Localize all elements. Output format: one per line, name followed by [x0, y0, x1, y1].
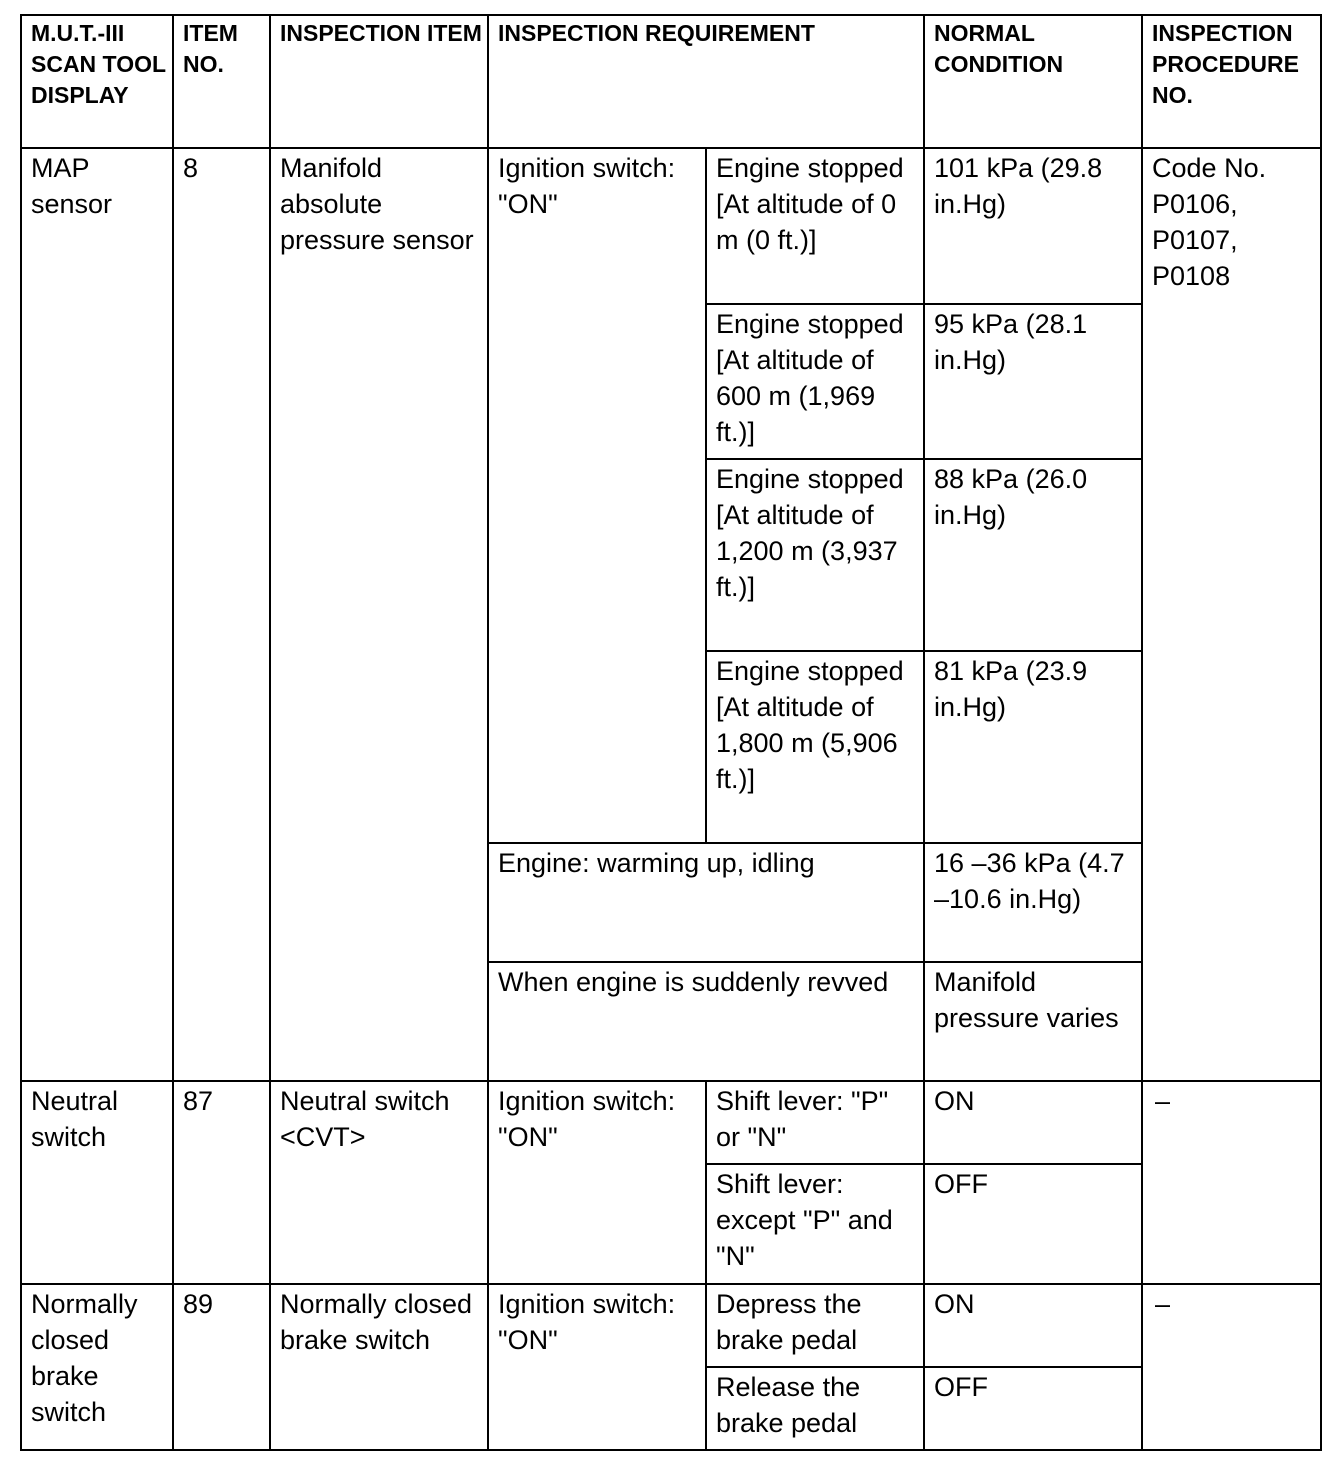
header-procedure-no: INSPECTION PROCEDURE NO.: [1142, 15, 1321, 148]
header-row: [21, 15, 1321, 148]
map-requirement: Ignition switch: "ON": [488, 148, 706, 843]
map-condition: Engine stopped [At altitude of 0 m (0 ft.)]: [706, 148, 924, 304]
brake-normal: ON: [924, 1284, 1142, 1367]
map-idle-requirement: Engine: warming up, idling: [488, 843, 924, 962]
neutral-requirement: Ignition switch: "ON": [488, 1081, 706, 1284]
neutral-normal: OFF: [924, 1164, 1142, 1284]
map-condition: Engine stopped [At altitude of 600 m (1,969 ft.)]: [706, 304, 924, 459]
map-idle-normal: 16 –36 kPa (4.7 –10.6 in.Hg): [924, 843, 1142, 962]
map-normal: 95 kPa (28.1 in.Hg): [924, 304, 1142, 459]
map-normal: 88 kPa (26.0 in.Hg): [924, 459, 1142, 651]
map-item-no: 8: [173, 148, 270, 1081]
brake-requirement: Ignition switch: "ON": [488, 1284, 706, 1450]
header-inspection-item: INSPECTION ITEM: [270, 15, 488, 148]
brake-procedure: –: [1142, 1284, 1321, 1450]
table-row: [21, 1081, 1321, 1164]
map-procedure: Code No. P0106, P0107, P0108: [1142, 148, 1321, 1081]
table-row: [21, 148, 1321, 304]
brake-condition: Release the brake pedal: [706, 1367, 924, 1450]
neutral-condition: Shift lever: "P" or "N": [706, 1081, 924, 1164]
map-revved-requirement: When engine is suddenly revved: [488, 962, 924, 1081]
map-display: MAP sensor: [21, 148, 173, 1081]
header-normal-condition: NORMAL CONDITION: [924, 15, 1142, 148]
header-item-no: ITEM NO.: [173, 15, 270, 148]
header-scan-tool-display: M.U.T.-III SCAN TOOL DISPLAY: [21, 15, 173, 148]
neutral-normal: ON: [924, 1081, 1142, 1164]
neutral-procedure: –: [1142, 1081, 1321, 1284]
neutral-condition: Shift lever: except "P" and "N": [706, 1164, 924, 1284]
neutral-display: Neutral switch: [21, 1081, 173, 1284]
brake-inspection-item: Normally closed brake switch: [270, 1284, 488, 1450]
table-row: [21, 1284, 1321, 1367]
brake-display: Normally closed brake switch: [21, 1284, 173, 1450]
brake-item-no: 89: [173, 1284, 270, 1450]
map-revved-normal: Manifold pressure varies: [924, 962, 1142, 1081]
inspection-table: [20, 14, 1322, 1451]
header-inspection-requirement: INSPECTION REQUIREMENT: [488, 15, 924, 148]
map-normal: 101 kPa (29.8 in.Hg): [924, 148, 1142, 304]
brake-condition: Depress the brake pedal: [706, 1284, 924, 1367]
brake-normal: OFF: [924, 1367, 1142, 1450]
map-inspection-item: Manifold absolute pressure sensor: [270, 148, 488, 1081]
map-condition: Engine stopped [At altitude of 1,800 m (5,906 ft.)]: [706, 651, 924, 843]
map-normal: 81 kPa (23.9 in.Hg): [924, 651, 1142, 843]
neutral-inspection-item: Neutral switch <CVT>: [270, 1081, 488, 1284]
map-condition: Engine stopped [At altitude of 1,200 m (3,937 ft.)]: [706, 459, 924, 651]
neutral-item-no: 87: [173, 1081, 270, 1284]
